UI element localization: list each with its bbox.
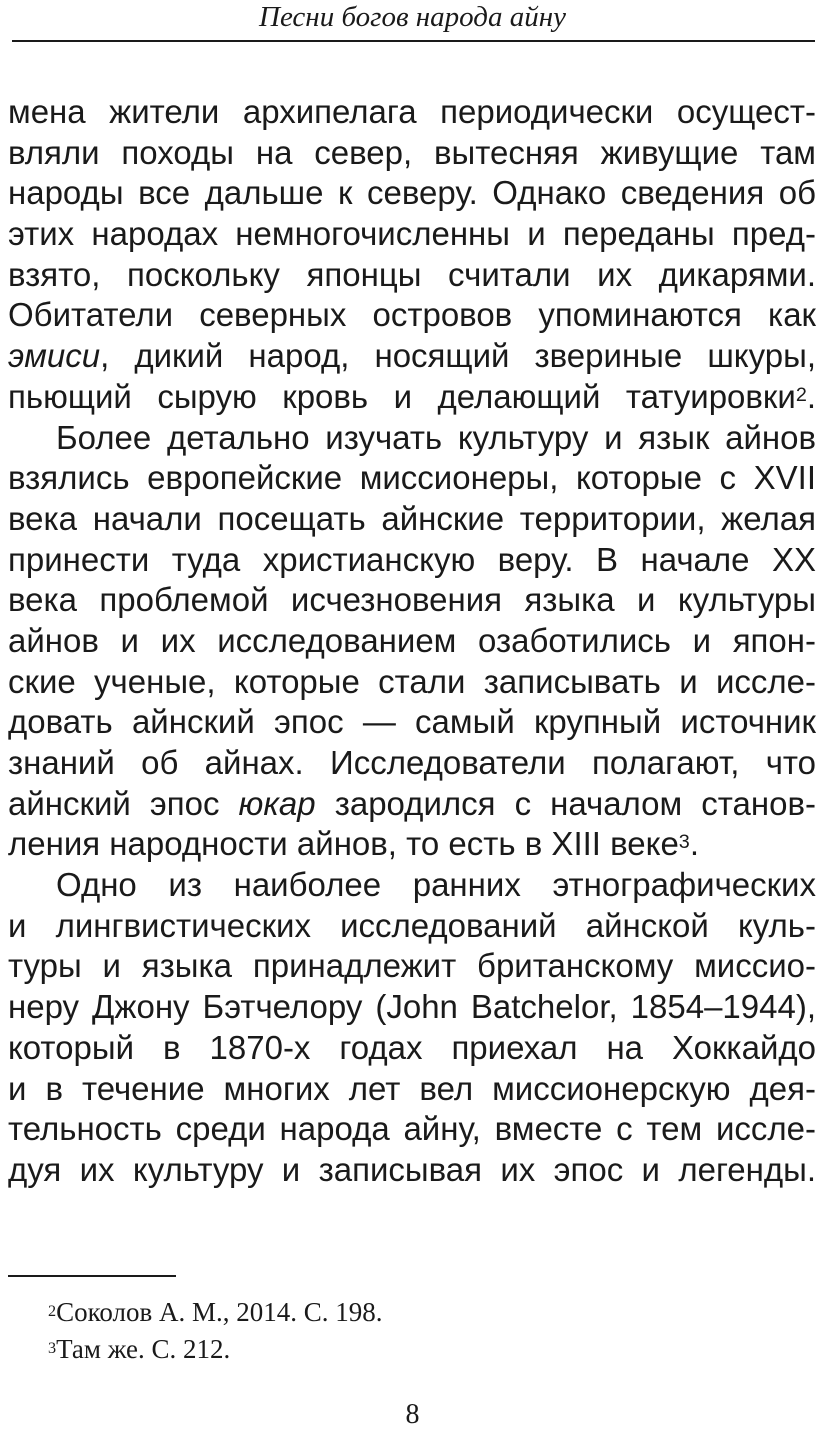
text-line: и лингвистических исследований айнской куль- [8, 906, 816, 944]
footnote-ref: 3 [678, 831, 690, 854]
text-line [8, 336, 816, 377]
footnote-mark: 2 [48, 1302, 57, 1320]
text-line [8, 377, 816, 418]
italic-term: юкар [238, 784, 316, 822]
text-line: века начали посещать айнские территории, желая [8, 499, 816, 537]
text-line: Одно из наиболее ранних этнографических [56, 866, 816, 904]
text-line: и в течение многих лет вел миссионерскую дея- [8, 1069, 816, 1107]
text-line: взялись европейские миссионеры, которые с XVII [8, 459, 816, 497]
text-line: дуя их культуру и записывая их эпос и легенды. [8, 1150, 816, 1188]
text-line: принести туда христианскую веру. В начале XX [8, 540, 816, 578]
text-line [8, 784, 816, 825]
text-line: ские ученые, которые стали записывать и иссле- [8, 662, 816, 700]
text-line: тельность среди народа айну, вместе с тем иссле- [8, 1110, 816, 1148]
footnote-mark: 3 [48, 1339, 57, 1357]
footnote-text: Там же. С. 212. [56, 1334, 231, 1364]
text-run: ления народности айнов, то есть в XIII веке [8, 825, 679, 863]
text-line: неру Джону Бэтчелору (John Batchelor, 1854–1944), [8, 988, 816, 1026]
text-run: , дикий народ, носящий звериные шкуры, [100, 337, 816, 375]
text-run: айнский эпос [8, 784, 239, 822]
header-rule [12, 40, 815, 42]
text-line: мена жители архипелага периодически осущест- [8, 93, 816, 130]
footnote-ref: 2 [795, 383, 807, 406]
text-line: туры и языка принадлежит британскому миссио- [8, 947, 816, 985]
text-line: знаний об айнах. Исследователи полагают, что [8, 744, 816, 781]
footnote-rule [8, 1275, 176, 1277]
text-line: который в 1870-х годах приехал на Хоккайдо [8, 1028, 816, 1066]
body-text [8, 92, 816, 1191]
footnote [48, 1294, 382, 1331]
text-run: . [806, 377, 816, 415]
text-line: этих народах немногочисленны и переданы пред- [8, 215, 816, 253]
text-run: зародился с началом станов- [315, 784, 816, 822]
text-line: народы все дальше к северу. Однако сведения об [8, 174, 816, 212]
text-run: . [689, 825, 699, 863]
footnote [48, 1331, 382, 1368]
italic-term: эмиси [8, 337, 101, 375]
text-line: довать айнский эпос — самый крупный источник [8, 703, 816, 741]
running-head: Песни богов народа айну [259, 1, 566, 33]
text-line: взято, поскольку японцы считали их дикарями. [8, 255, 816, 293]
footnote-text: Соколов А. М., 2014. С. 198. [56, 1297, 383, 1327]
text-line [8, 824, 816, 865]
text-line: айнов и их исследованием озаботились и япон- [8, 621, 816, 659]
footnotes [48, 1294, 382, 1368]
text-run: пьющий сырую кровь и делающий татуировки [8, 377, 796, 415]
text-line: века проблемой исчезновения языка и культуры [8, 581, 816, 619]
page-number: 8 [405, 1399, 420, 1430]
text-line: Обитатели северных островов упоминаются как [8, 296, 816, 334]
text-line: вляли походы на север, вытесняя живущие там [8, 133, 816, 171]
text-line: Более детально изучать культуру и язык айнов [56, 418, 816, 456]
